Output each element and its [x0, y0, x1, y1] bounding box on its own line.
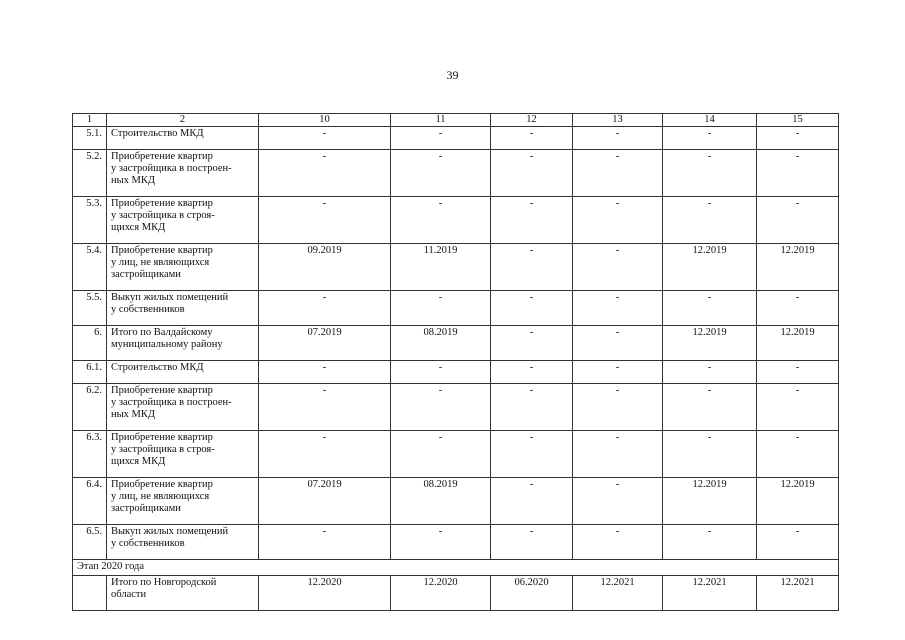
- row-value-col-15: -: [757, 150, 839, 197]
- row-value-col-11: -: [391, 431, 491, 478]
- row-value-col-15: -: [757, 431, 839, 478]
- table-row: [73, 431, 839, 478]
- row-value-col-10: 12.2020: [259, 576, 391, 611]
- row-value-col-11: 08.2019: [391, 326, 491, 361]
- row-value-col-11: -: [391, 384, 491, 431]
- row-value-col-12: 06.2020: [491, 576, 573, 611]
- table-body: [73, 127, 839, 611]
- page-number: 39: [446, 68, 459, 82]
- table-row: [73, 197, 839, 244]
- row-name: Выкуп жилых помещений у собственников: [107, 291, 259, 326]
- row-value-col-13: -: [573, 478, 663, 525]
- total-row: [73, 576, 839, 611]
- row-value-col-10: 09.2019: [259, 244, 391, 291]
- row-value-col-11: -: [391, 291, 491, 326]
- row-name: Итого по Валдайскому муниципальному району: [107, 326, 259, 361]
- schedule-table: [72, 113, 839, 611]
- header-col-2: 2: [107, 114, 259, 127]
- row-value-col-15: 12.2019: [757, 244, 839, 291]
- row-value-col-13: -: [573, 197, 663, 244]
- row-value-col-11: 11.2019: [391, 244, 491, 291]
- row-value-col-13: -: [573, 525, 663, 560]
- stage-label: Этап 2020 года: [73, 560, 839, 576]
- row-name: Приобретение квартир у застройщика в строя- щихся МКД: [107, 431, 259, 478]
- table-row: [73, 326, 839, 361]
- row-number: 6.1.: [73, 361, 107, 384]
- row-value-col-11: -: [391, 525, 491, 560]
- row-number: 6.3.: [73, 431, 107, 478]
- table-header: [73, 114, 839, 127]
- table-row: [73, 150, 839, 197]
- row-value-col-13: -: [573, 150, 663, 197]
- row-name: Строительство МКД: [107, 127, 259, 150]
- row-name: Приобретение квартир у застройщика в построен- ных МКД: [107, 150, 259, 197]
- row-value-col-14: 12.2019: [663, 478, 757, 525]
- row-value-col-10: -: [259, 197, 391, 244]
- table-row: [73, 525, 839, 560]
- row-number: 6.2.: [73, 384, 107, 431]
- row-value-col-15: -: [757, 197, 839, 244]
- header-col-15: 15: [757, 114, 839, 127]
- row-number: 5.2.: [73, 150, 107, 197]
- row-value-col-13: -: [573, 431, 663, 478]
- row-value-col-14: 12.2021: [663, 576, 757, 611]
- row-value-col-14: -: [663, 127, 757, 150]
- header-row: [73, 114, 839, 127]
- row-number: 5.1.: [73, 127, 107, 150]
- row-value-col-14: -: [663, 431, 757, 478]
- table-row: [73, 244, 839, 291]
- header-col-1: 1: [73, 114, 107, 127]
- row-value-col-14: -: [663, 197, 757, 244]
- row-value-col-10: -: [259, 127, 391, 150]
- row-value-col-14: -: [663, 150, 757, 197]
- header-col-11: 11: [391, 114, 491, 127]
- row-value-col-14: -: [663, 291, 757, 326]
- row-value-col-12: -: [491, 361, 573, 384]
- row-value-col-10: -: [259, 361, 391, 384]
- row-value-col-15: -: [757, 291, 839, 326]
- row-value-col-12: -: [491, 525, 573, 560]
- row-value-col-15: -: [757, 525, 839, 560]
- row-number: 6.4.: [73, 478, 107, 525]
- row-number: 6.: [73, 326, 107, 361]
- row-name: Итого по Новгородской области: [107, 576, 259, 611]
- row-value-col-12: -: [491, 127, 573, 150]
- row-value-col-13: -: [573, 384, 663, 431]
- row-value-col-12: -: [491, 326, 573, 361]
- row-value-col-15: 12.2019: [757, 326, 839, 361]
- row-value-col-11: -: [391, 361, 491, 384]
- row-value-col-11: 12.2020: [391, 576, 491, 611]
- row-value-col-12: -: [491, 478, 573, 525]
- row-value-col-12: -: [491, 150, 573, 197]
- table-row: [73, 478, 839, 525]
- row-value-col-12: -: [491, 431, 573, 478]
- row-value-col-14: 12.2019: [663, 244, 757, 291]
- row-value-col-10: 07.2019: [259, 478, 391, 525]
- row-name: Приобретение квартир у застройщика в строя- щихся МКД: [107, 197, 259, 244]
- row-value-col-10: -: [259, 150, 391, 197]
- row-value-col-12: -: [491, 384, 573, 431]
- table-row: [73, 291, 839, 326]
- row-value-col-15: 12.2021: [757, 576, 839, 611]
- row-value-col-15: 12.2019: [757, 478, 839, 525]
- row-number: 5.3.: [73, 197, 107, 244]
- row-name: Приобретение квартир у застройщика в построен- ных МКД: [107, 384, 259, 431]
- header-col-10: 10: [259, 114, 391, 127]
- row-value-col-11: -: [391, 127, 491, 150]
- table-row: [73, 127, 839, 150]
- table-row: [73, 361, 839, 384]
- row-value-col-11: -: [391, 150, 491, 197]
- row-value-col-10: -: [259, 525, 391, 560]
- row-value-col-14: -: [663, 384, 757, 431]
- row-value-col-14: -: [663, 361, 757, 384]
- row-value-col-12: -: [491, 244, 573, 291]
- row-value-col-15: -: [757, 361, 839, 384]
- row-value-col-10: 07.2019: [259, 326, 391, 361]
- row-value-col-13: 12.2021: [573, 576, 663, 611]
- row-value-col-15: -: [757, 127, 839, 150]
- row-value-col-13: -: [573, 244, 663, 291]
- row-value-col-13: -: [573, 127, 663, 150]
- header-col-13: 13: [573, 114, 663, 127]
- row-value-col-13: -: [573, 361, 663, 384]
- row-value-col-10: -: [259, 291, 391, 326]
- header-col-14: 14: [663, 114, 757, 127]
- table-row: [73, 384, 839, 431]
- header-col-12: 12: [491, 114, 573, 127]
- row-name: Выкуп жилых помещений у собственников: [107, 525, 259, 560]
- row-value-col-12: -: [491, 197, 573, 244]
- row-value-col-14: -: [663, 525, 757, 560]
- row-number: 5.4.: [73, 244, 107, 291]
- row-value-col-13: -: [573, 291, 663, 326]
- row-name: Приобретение квартир у лиц, не являющихся застройщиками: [107, 244, 259, 291]
- row-value-col-15: -: [757, 384, 839, 431]
- row-name: Приобретение квартир у лиц, не являющихся застройщиками: [107, 478, 259, 525]
- stage-row: [73, 560, 839, 576]
- row-value-col-12: -: [491, 291, 573, 326]
- row-value-col-14: 12.2019: [663, 326, 757, 361]
- row-name: Строительство МКД: [107, 361, 259, 384]
- row-value-col-13: -: [573, 326, 663, 361]
- row-number: [73, 576, 107, 611]
- row-number: 5.5.: [73, 291, 107, 326]
- row-number: 6.5.: [73, 525, 107, 560]
- row-value-col-11: 08.2019: [391, 478, 491, 525]
- row-value-col-10: -: [259, 431, 391, 478]
- row-value-col-11: -: [391, 197, 491, 244]
- row-value-col-10: -: [259, 384, 391, 431]
